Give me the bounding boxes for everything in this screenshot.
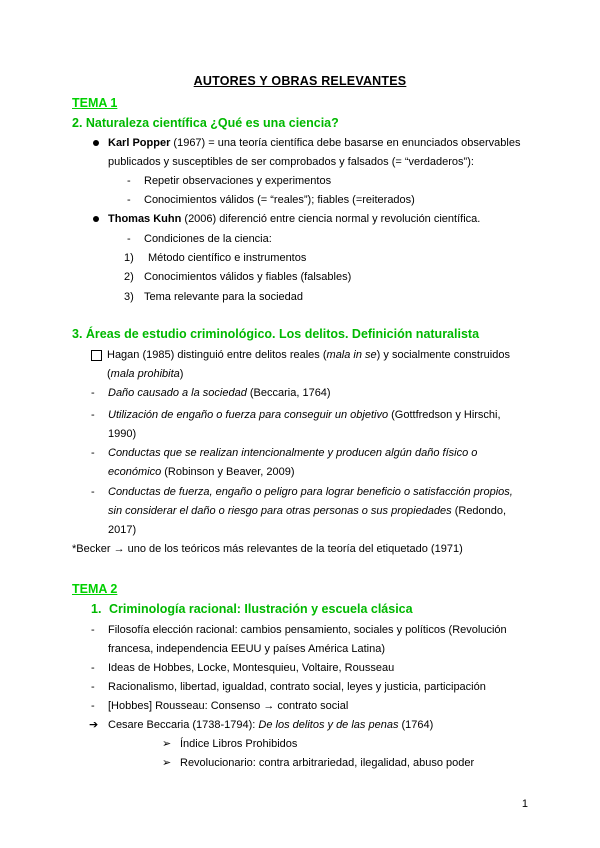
- page-number: 1: [521, 798, 528, 810]
- dash: -: [127, 175, 131, 187]
- kuhn-line1: Thomas Kuhn (2006) diferenció entre ciencia normal y revolución científica.: [108, 213, 481, 225]
- def4-line1: Conductas de fuerza, engaño o peligro para lograr beneficio o satisfacción propios,: [108, 486, 513, 498]
- def1: Daño causado a la sociedad (Beccaria, 1764): [108, 387, 331, 399]
- beccaria-sub2: Revolucionario: contra arbitrariedad, ilegalidad, abuso poder: [180, 757, 475, 769]
- def4-line3: 2017): [108, 524, 137, 536]
- dash: -: [127, 233, 131, 245]
- triangle-arrow-icon: ➢: [162, 738, 172, 750]
- section2-heading: 2. Naturaleza científica ¿Qué es una ciencia?: [72, 116, 339, 130]
- tema2-item1-line1: Filosofía elección racional: cambios pensamiento, sociales y políticos (Revolución: [108, 624, 507, 636]
- becker-note: *Becker → uno de los teóricos más relevantes de la teoría del etiquetado (1971): [72, 543, 463, 555]
- dash: -: [91, 447, 95, 459]
- hagan-line2: (mala prohibita): [107, 368, 184, 380]
- dash: -: [91, 486, 95, 498]
- bullet-dot: [93, 140, 99, 146]
- dash: -: [91, 624, 95, 636]
- beccaria-line: Cesare Beccaria (1738-1794): De los delitos y de las penas (1764): [108, 719, 434, 731]
- def4-line2: sin considerar el daño o riesgo para otras personas o sus propiedades (Redondo,: [108, 505, 507, 517]
- tema2-heading: Criminología racional: Ilustración y escuela clásica: [109, 602, 413, 616]
- def2-line1: Utilización de engaño o fuerza para conseguir un objetivo (Gottfredson y Hirschi,: [108, 409, 501, 421]
- arrow-icon: ➔: [89, 719, 99, 731]
- kuhn-num1: 1): [124, 252, 134, 264]
- document-title: AUTORES Y OBRAS RELEVANTES: [193, 74, 407, 88]
- popper-sub2: Conocimientos válidos (= “reales”); fiables (=reiterados): [144, 194, 415, 206]
- kuhn-item1: Método científico e instrumentos: [148, 252, 307, 264]
- dash: -: [91, 700, 95, 712]
- section3-heading: 3. Áreas de estudio criminológico. Los delitos. Definición naturalista: [72, 327, 480, 341]
- hagan-line1: Hagan (1985) distinguió entre delitos reales (mala in se) y socialmente construidos: [107, 349, 510, 361]
- popper-sub1: Repetir observaciones y experimentos: [144, 175, 332, 187]
- popper-line1: Karl Popper (1967) = una teoría científica debe basarse en enunciados observables: [108, 137, 521, 149]
- popper-line2: publicados y susceptibles de ser comprobados y falsados (= “verdaderos”):: [108, 156, 474, 168]
- dash: -: [91, 409, 95, 421]
- checkbox-icon: [91, 350, 102, 361]
- tema2-heading-num: 1.: [91, 602, 102, 616]
- def2-line2: 1990): [108, 428, 137, 440]
- tema2-item3: Racionalismo, libertad, igualdad, contrato social, leyes y justicia, participación: [108, 681, 486, 693]
- tema2-item2: Ideas de Hobbes, Locke, Montesquieu, Voltaire, Rousseau: [108, 662, 395, 674]
- tema1-label: TEMA 1: [72, 96, 118, 110]
- triangle-arrow-icon: ➢: [162, 757, 172, 769]
- kuhn-num3: 3): [124, 291, 134, 303]
- beccaria-sub1: Índice Libros Prohibidos: [180, 738, 298, 750]
- kuhn-item3: Tema relevante para la sociedad: [144, 291, 303, 303]
- def3-line1: Conductas que se realizan intencionalmente y producen algún daño físico o: [108, 447, 478, 459]
- dash: -: [91, 681, 95, 693]
- dash: -: [127, 194, 131, 206]
- dash: -: [91, 387, 95, 399]
- tema2-item4: [Hobbes] Rousseau: Consenso → contrato social: [108, 700, 349, 712]
- kuhn-sub1: Condiciones de la ciencia:: [144, 233, 272, 245]
- def3-line2: económico (Robinson y Beaver, 2009): [108, 466, 295, 478]
- kuhn-item2: Conocimientos válidos y fiables (falsables): [144, 271, 352, 283]
- tema2-label: TEMA 2: [72, 582, 118, 596]
- bullet-dot: [93, 216, 99, 222]
- kuhn-num2: 2): [124, 271, 134, 283]
- tema2-item1-line2: francesa, independencia EEUU y países América Latina): [108, 643, 385, 655]
- dash: -: [91, 662, 95, 674]
